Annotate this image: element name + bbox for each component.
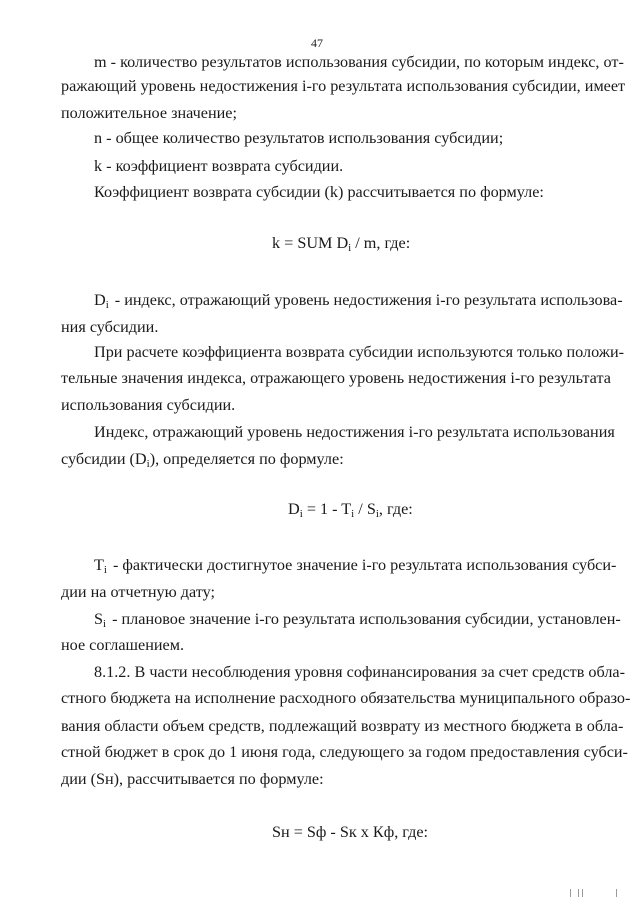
symbol-t-subscript: i	[103, 564, 107, 576]
text-line: n - общее количество результатов использования субсидии;	[94, 129, 504, 147]
text-line: тельные значения индекса, отражающего уровень недостижения i-го результата	[61, 369, 611, 387]
formula-d-subscript: i	[299, 508, 303, 520]
formula-d	[288, 499, 413, 524]
formula-d-part: = 1 - T	[302, 500, 352, 518]
text-line: - плановое значение i-го результата использования субсидии, установлен-	[112, 610, 621, 628]
page-number: 47	[311, 36, 323, 50]
text-line: стной бюджет в срок до 1 июня года, следующего за годом предоставления субси-	[61, 743, 628, 761]
formula-k-left: k = SUM D	[272, 234, 349, 252]
text-line: вания области объем средств, подлежащий возврату из местного бюджета в обла-	[61, 717, 624, 735]
line14-subscript: i	[146, 458, 150, 470]
text-line: m - количество результатов использования субсидии, по которым индекс, от-	[94, 53, 624, 71]
text-line: Коэффициент возврата субсидии (k) рассчитывается по формуле:	[94, 183, 544, 201]
text-line: положительное значение;	[61, 104, 237, 122]
text-line: использования субсидии.	[61, 396, 236, 414]
formula-sn: Sн = Sф - Sк x Кф, где:	[272, 823, 429, 841]
line14-before: субсидии (D	[61, 450, 147, 468]
text-line: 8.1.2. В части несоблюдения уровня софинансирования за счет средств обла-	[94, 663, 625, 681]
formula-d-part: , где:	[378, 500, 413, 518]
text-line: стного бюджета на исполнение расходного обязательства муниципального образо-	[61, 689, 631, 707]
formula-k-right: / m, где:	[351, 234, 411, 252]
symbol-s-letter: S	[94, 610, 104, 628]
text-line: дии (Sн), рассчитывается по формуле:	[61, 770, 324, 788]
symbol-s	[94, 609, 106, 634]
scan-edge-marks	[566, 889, 630, 899]
text-line: ражающий уровень недостижения i-го результата использования субсидии, имеет	[61, 77, 626, 95]
definition-d	[94, 290, 623, 315]
line14-after: ), определяется по формуле:	[149, 450, 344, 468]
text-line: При расчете коэффициента возврата субсидии используются только положи-	[94, 343, 625, 361]
text-line: Индекс, отражающий уровень недостижения i-го результата использования	[94, 423, 615, 441]
text-line: k - коэффициент возврата субсидии.	[94, 157, 344, 175]
formula-k	[272, 233, 410, 258]
formula-d-part: / S	[354, 500, 376, 518]
symbol-d-subscript: i	[105, 299, 109, 311]
text-line-di	[61, 449, 344, 474]
definition-t	[94, 555, 617, 580]
text-line: ния субсидии.	[61, 318, 159, 336]
formula-d-subscript: i	[375, 508, 379, 520]
formula-d-part: D	[288, 500, 300, 518]
symbol-d	[94, 290, 109, 315]
text-line: - индекс, отражающий уровень недостижения i-го результата использова-	[114, 291, 623, 309]
symbol-t	[94, 555, 107, 580]
formula-k-subscript: i	[348, 242, 352, 254]
symbol-d-letter: D	[94, 291, 106, 309]
formula-d-subscript: i	[351, 508, 355, 520]
definition-s	[94, 609, 621, 634]
symbol-s-subscript: i	[103, 618, 107, 630]
text-line: - фактически достигнутое значение i-го результата использования субси-	[112, 556, 617, 574]
symbol-t-letter: T	[94, 556, 104, 574]
text-line: дии на отчетную дату;	[61, 583, 215, 601]
text-line: ное соглашением.	[61, 636, 184, 654]
